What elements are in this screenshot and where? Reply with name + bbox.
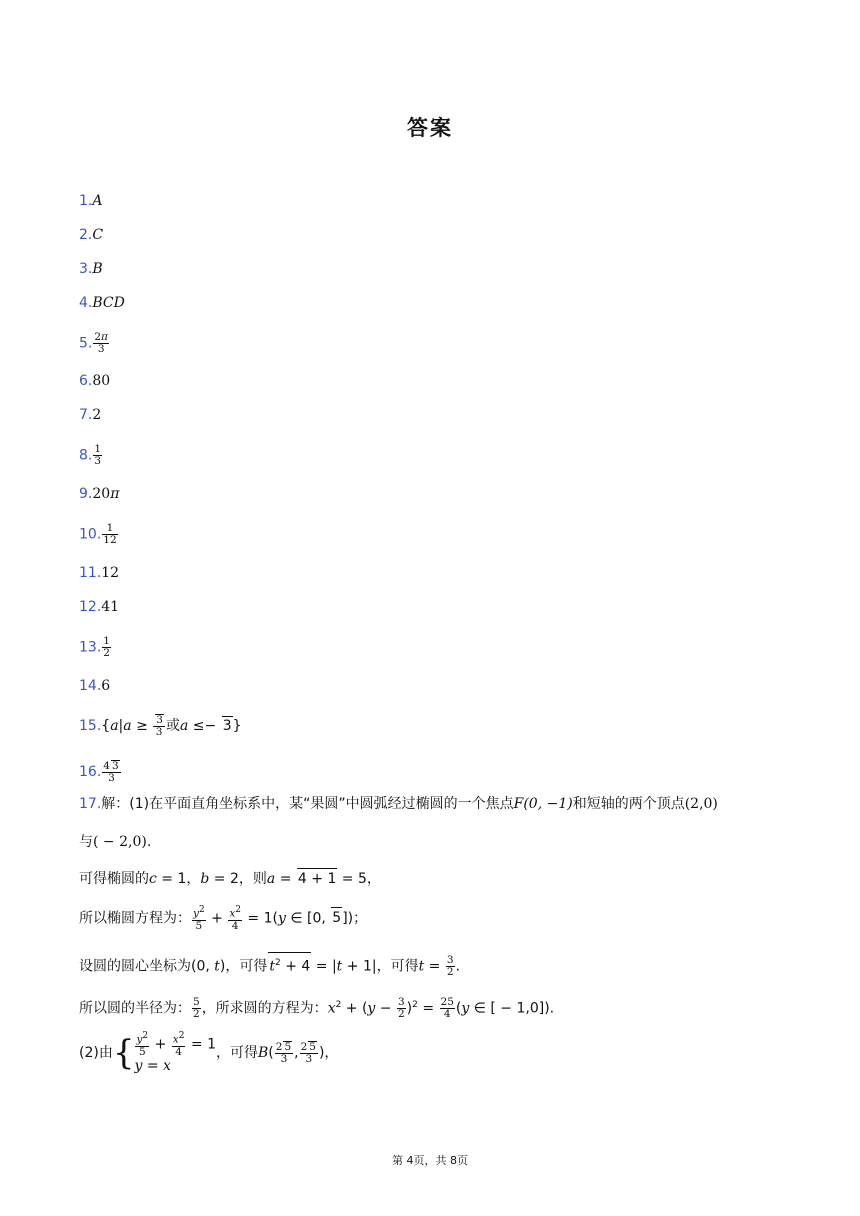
answer-number: 10. [79, 526, 102, 543]
q17-line-3: 可得椭圆的c = 1，b = 2，则a = 4 + 1 = 5， [79, 868, 381, 889]
q17-vertex2: ( − 2,0) [93, 834, 147, 850]
answer-item [79, 485, 119, 503]
answer-item [79, 294, 125, 312]
q17-line2-pre: 与 [79, 834, 93, 850]
answer-value: 41 [101, 599, 120, 615]
answer-number: 11. [79, 565, 102, 581]
answer-value: A [92, 193, 103, 209]
answer-number: 4. [79, 295, 93, 311]
answer-item [79, 564, 119, 582]
answer-number: 6. [79, 373, 93, 389]
answer-number: 2. [79, 227, 93, 243]
answer-value: 2 [92, 407, 102, 423]
answer-item [79, 444, 103, 467]
answer-value: $\frac{1}{12}$ [103, 522, 117, 546]
answer-number: 5. [79, 335, 93, 352]
answer-number: 9. [79, 486, 93, 502]
answer-item [79, 372, 110, 390]
answer-value: 12 [101, 565, 120, 581]
q17-line2-end: . [146, 834, 152, 850]
q17-line-5: 设圆的圆心坐标为(0, t)，可得 $t^2 + 4 = |t + 1|$，可得t = $\frac{3}{2}$ . [79, 952, 460, 978]
page-footer: 第 4页，共 8页 [392, 1154, 468, 1167]
answer-value: B [92, 261, 103, 277]
answer-number: 12. [79, 599, 102, 615]
answer-number: 14. [79, 678, 102, 694]
q17-number: 17. [79, 796, 102, 812]
answer-item [79, 406, 101, 424]
answer-item [79, 332, 110, 355]
answer-value: $\frac{1}{3}$ [94, 443, 102, 467]
answer-item [79, 760, 122, 784]
q17-intro: 解：(1)在平面直角坐标系中，某“果圆”中圆弧经过椭圆的一个焦点 [101, 796, 514, 812]
answer-number: 7. [79, 407, 93, 423]
answer-item [79, 636, 112, 659]
answer-item [79, 192, 102, 210]
q17-vertex1: (2,0) [684, 796, 718, 812]
answer-item [79, 523, 119, 546]
answer-value: $\frac{2\pi}{3}$ [94, 331, 108, 355]
q17-focus: F(0, −1) [513, 796, 573, 812]
answer-number: 8. [79, 447, 93, 464]
answer-value: C [92, 227, 104, 243]
q17-line-2 [79, 832, 151, 852]
answer-value: 20π [92, 486, 120, 502]
q17-line-1 [79, 794, 718, 814]
answer-item [79, 226, 103, 244]
answer-value: {a|a ≥ $\frac{3}{3}$ 或a ≤− 3} [101, 714, 242, 738]
q17-line-6: 所以圆的半径为： $\frac{5}{2}$ ，所求圆的方程为：$x^2 + (y$ − $\frac{3}{2}$ )$^2$ = $\frac{25}{4}$ (y ∈ [ − 1,0]). [79, 996, 555, 1021]
answer-number: 16. [79, 764, 102, 780]
answer-number: 1. [79, 193, 93, 209]
answer-value: $\frac{4 3}{3}$ [103, 760, 119, 784]
q17-line-4: 所以椭圆方程为： $\frac{y2}{5}$ + $\frac{x2}{4}$ = 1(y ∈ [0, 5])； [79, 905, 368, 932]
page-title: 答案 [407, 116, 453, 140]
answer-item [79, 714, 242, 738]
answer-item [79, 260, 103, 278]
answer-value: 6 [101, 678, 111, 694]
q17-line-7: (2)由{ $\frac{y2}{5}$ + $\frac{x2}{4}$ = 1 y = x ，可得B( $\frac{2 5}{3}$ , $\frac{2 5}{3}$ )， [79, 1031, 339, 1074]
answer-number: 15. [79, 718, 102, 734]
answer-value: $\frac{1}{2}$ [103, 635, 110, 659]
q17-mid: 和短轴的两个顶点 [572, 796, 685, 812]
answer-number: 13. [79, 639, 102, 656]
answer-number: 3. [79, 261, 93, 277]
answer-item [79, 598, 119, 616]
answer-item [79, 677, 110, 695]
answer-value: 80 [92, 373, 111, 389]
answer-value: BCD [92, 295, 125, 311]
